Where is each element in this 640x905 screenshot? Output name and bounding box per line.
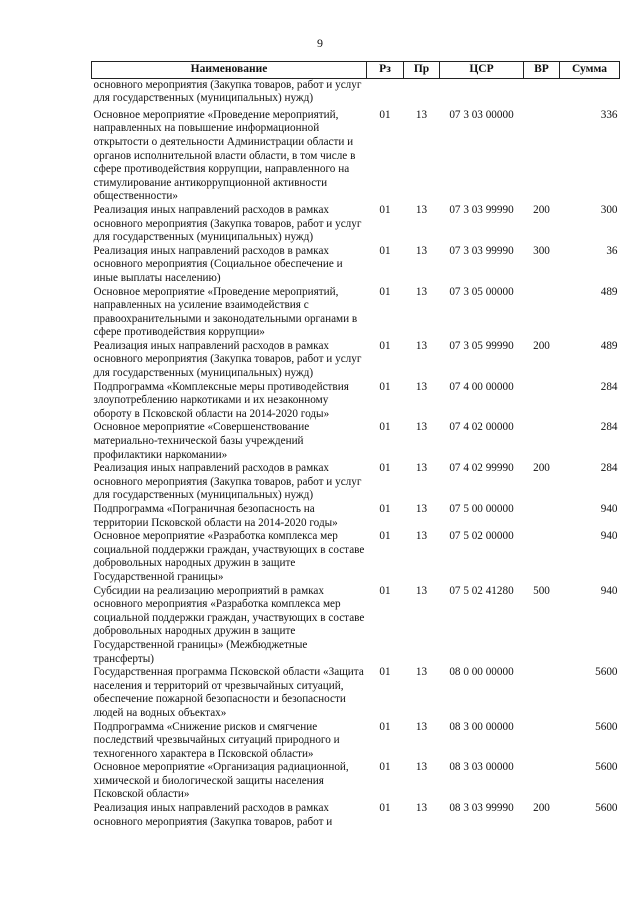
row-name: Основное мероприятие «Проведение мероприятий, направленных на усиление взаимодействия с правоохранительными и законодательными органами в сфере противодействия коррупции» bbox=[93, 285, 358, 339]
row-vr bbox=[524, 530, 560, 584]
row-csr: 07 5 02 41280 bbox=[449, 584, 514, 597]
row-vr bbox=[524, 721, 560, 762]
row-name: основного мероприятия (Закупка товаров, работ и услуг для государственных (муниципальных) нужд) bbox=[93, 78, 362, 105]
row-name: Реализация иных направлений расходов в рамках основного мероприятия (Закупка товаров, работ и услуг для государственных (муниципальных) нужд) bbox=[93, 203, 362, 244]
row-name: Основное мероприятие «Проведение мероприятий, направленных на повышение информационной открытости о деятельности Администрации области и органов исполнительной власти области, в том числе в сфере противодействия коррупции, направленного на стимулирование антикоррупционной активности общественности» bbox=[93, 108, 356, 203]
row-name: Основное мероприятие «Организация радиационной, химической и биологической защиты населения Псковской области» bbox=[93, 761, 349, 801]
row-sum: 284 bbox=[600, 380, 618, 393]
row-vr bbox=[524, 666, 560, 720]
table-row bbox=[92, 503, 620, 530]
table-row bbox=[92, 106, 620, 204]
row-pr: 13 bbox=[415, 462, 428, 475]
row-vr bbox=[524, 286, 560, 340]
table-row bbox=[92, 530, 620, 584]
row-name: Подпрограмма «Пограничная безопасность на территории Псковской области на 2014-2020 годы» bbox=[93, 503, 338, 529]
row-pr: 13 bbox=[415, 584, 428, 597]
row-name: Подпрограмма «Снижение рисков и смягчение последствий чрезвычайных ситуаций природного и техногенного характера в Псковской области» bbox=[93, 720, 340, 760]
row-pr: 13 bbox=[415, 244, 428, 257]
row-rz: 01 bbox=[379, 720, 391, 733]
row-name: Государственная программа Псковской области «Защита населения и территорий от чрезвычайных ситуаций, обеспечение пожарной безопасности и безопасности людей на водных объектах» bbox=[93, 666, 364, 719]
row-rz: 01 bbox=[379, 584, 391, 597]
row-pr: 13 bbox=[415, 421, 428, 434]
table-row bbox=[92, 381, 620, 422]
row-csr: 08 3 00 00000 bbox=[449, 720, 514, 733]
page-number: 9 bbox=[317, 36, 323, 50]
table-row bbox=[92, 204, 620, 245]
table-row bbox=[92, 721, 620, 762]
budget-table bbox=[91, 61, 620, 829]
row-pr bbox=[404, 78, 440, 106]
header-pr: Пр bbox=[404, 62, 440, 79]
row-csr: 07 5 00 00000 bbox=[449, 503, 514, 515]
row-csr bbox=[440, 78, 524, 106]
row-rz: 01 bbox=[379, 503, 391, 515]
row-vr bbox=[524, 106, 560, 204]
row-vr bbox=[524, 78, 560, 106]
table-row bbox=[92, 462, 620, 503]
row-pr: 13 bbox=[415, 380, 428, 393]
table-row bbox=[92, 421, 620, 462]
row-name: Реализация иных направлений расходов в рамках основного мероприятия (Закупка товаров, работ и услуг для государственных (муниципальных) нужд) bbox=[93, 462, 362, 502]
row-pr: 13 bbox=[415, 530, 428, 543]
table-row bbox=[92, 340, 620, 381]
row-rz: 01 bbox=[379, 380, 391, 393]
table-header-row bbox=[92, 62, 620, 79]
row-csr: 07 3 03 99990 bbox=[449, 203, 514, 216]
row-csr: 08 0 00 00000 bbox=[449, 666, 514, 679]
row-pr: 13 bbox=[415, 666, 428, 679]
row-csr: 07 3 05 00000 bbox=[449, 285, 514, 298]
row-vr: 200 bbox=[533, 802, 550, 815]
table-row bbox=[92, 802, 620, 829]
row-pr: 13 bbox=[415, 339, 428, 352]
row-csr: 08 3 03 00000 bbox=[449, 761, 514, 774]
table-row bbox=[92, 245, 620, 286]
row-pr: 13 bbox=[415, 503, 428, 515]
row-name: Реализация иных направлений расходов в рамках основного мероприятия (Социальное обеспечение и иные выплаты населению) bbox=[93, 244, 343, 284]
row-sum bbox=[560, 78, 620, 106]
header-name: Наименование bbox=[92, 62, 367, 79]
row-vr bbox=[524, 381, 560, 422]
row-sum: 5600 bbox=[595, 761, 618, 774]
row-rz: 01 bbox=[379, 108, 391, 121]
row-vr: 200 bbox=[533, 339, 550, 352]
row-sum: 36 bbox=[606, 244, 618, 257]
row-name: Основное мероприятие «Разработка комплекса мер социальной поддержки граждан, участвующих в составе добровольных народных дружин в защите Государственной границы» bbox=[93, 530, 365, 583]
row-csr: 08 3 03 99990 bbox=[449, 802, 514, 815]
row-sum: 940 bbox=[600, 530, 618, 543]
row-vr: 200 bbox=[533, 203, 550, 216]
row-name: Основное мероприятие «Совершенствование материально-технической базы учреждений профилактики наркомании» bbox=[93, 421, 310, 461]
header-rz: Рз bbox=[367, 62, 404, 79]
row-rz: 01 bbox=[379, 530, 391, 543]
row-pr: 13 bbox=[415, 108, 428, 121]
row-sum: 5600 bbox=[595, 666, 618, 679]
row-rz: 01 bbox=[379, 244, 391, 257]
row-name: Субсидии на реализацию мероприятий в рамках основного мероприятия «Разработка комплекса мер социальной поддержки граждан, участвующих в составе добровольных народных дружин в защите Государственной границы» (Межбюджетные трансферты) bbox=[93, 584, 365, 665]
table-row bbox=[92, 78, 620, 106]
row-rz: 01 bbox=[379, 666, 391, 679]
row-sum: 336 bbox=[600, 108, 618, 121]
row-pr: 13 bbox=[415, 802, 428, 815]
row-sum: 940 bbox=[600, 503, 618, 515]
row-csr: 07 3 05 99990 bbox=[449, 339, 514, 352]
row-pr: 13 bbox=[415, 720, 428, 733]
row-sum: 489 bbox=[600, 285, 618, 298]
table-row bbox=[92, 585, 620, 667]
row-vr bbox=[524, 503, 560, 530]
row-csr: 07 3 03 99990 bbox=[449, 244, 514, 257]
row-vr bbox=[524, 761, 560, 802]
row-name: Реализация иных направлений расходов в рамках основного мероприятия (Закупка товаров, работ и услуг для государственных (муниципальных) нужд) bbox=[93, 339, 362, 380]
row-rz: 01 bbox=[379, 761, 391, 774]
row-rz bbox=[367, 78, 404, 106]
row-sum: 940 bbox=[600, 584, 618, 597]
row-rz: 01 bbox=[379, 285, 391, 298]
row-csr: 07 4 02 00000 bbox=[449, 421, 514, 434]
row-rz: 01 bbox=[379, 462, 391, 475]
row-pr: 13 bbox=[415, 761, 428, 774]
row-rz: 01 bbox=[379, 802, 391, 815]
row-csr: 07 4 02 99990 bbox=[449, 462, 514, 475]
header-sum: Сумма bbox=[560, 62, 620, 79]
row-name: Реализация иных направлений расходов в рамках основного мероприятия (Закупка товаров, работ и bbox=[93, 802, 333, 828]
row-csr: 07 4 00 00000 bbox=[449, 380, 514, 393]
row-vr: 200 bbox=[533, 462, 550, 475]
header-vr: ВР bbox=[524, 62, 560, 79]
header-csr: ЦСР bbox=[440, 62, 524, 79]
row-sum: 284 bbox=[600, 462, 618, 475]
row-sum: 300 bbox=[600, 203, 618, 216]
row-sum: 284 bbox=[600, 421, 618, 434]
table-row bbox=[92, 286, 620, 340]
row-sum: 5600 bbox=[595, 802, 618, 815]
row-pr: 13 bbox=[415, 285, 428, 298]
table-row bbox=[92, 666, 620, 720]
row-vr bbox=[524, 421, 560, 462]
row-rz: 01 bbox=[379, 339, 391, 352]
table-row bbox=[92, 761, 620, 802]
row-rz: 01 bbox=[379, 203, 391, 216]
row-rz: 01 bbox=[379, 421, 391, 434]
row-pr: 13 bbox=[415, 203, 428, 216]
row-name: Подпрограмма «Комплексные меры противодействия злоупотреблению наркотиками и их незаконному обороту в Псковской области на 2014-2020 годы» bbox=[93, 380, 349, 420]
row-sum: 5600 bbox=[595, 720, 618, 733]
row-csr: 07 5 02 00000 bbox=[449, 530, 514, 543]
row-vr: 500 bbox=[533, 584, 550, 597]
row-sum: 489 bbox=[600, 339, 618, 352]
row-csr: 07 3 03 00000 bbox=[449, 108, 514, 121]
row-vr: 300 bbox=[533, 244, 550, 257]
